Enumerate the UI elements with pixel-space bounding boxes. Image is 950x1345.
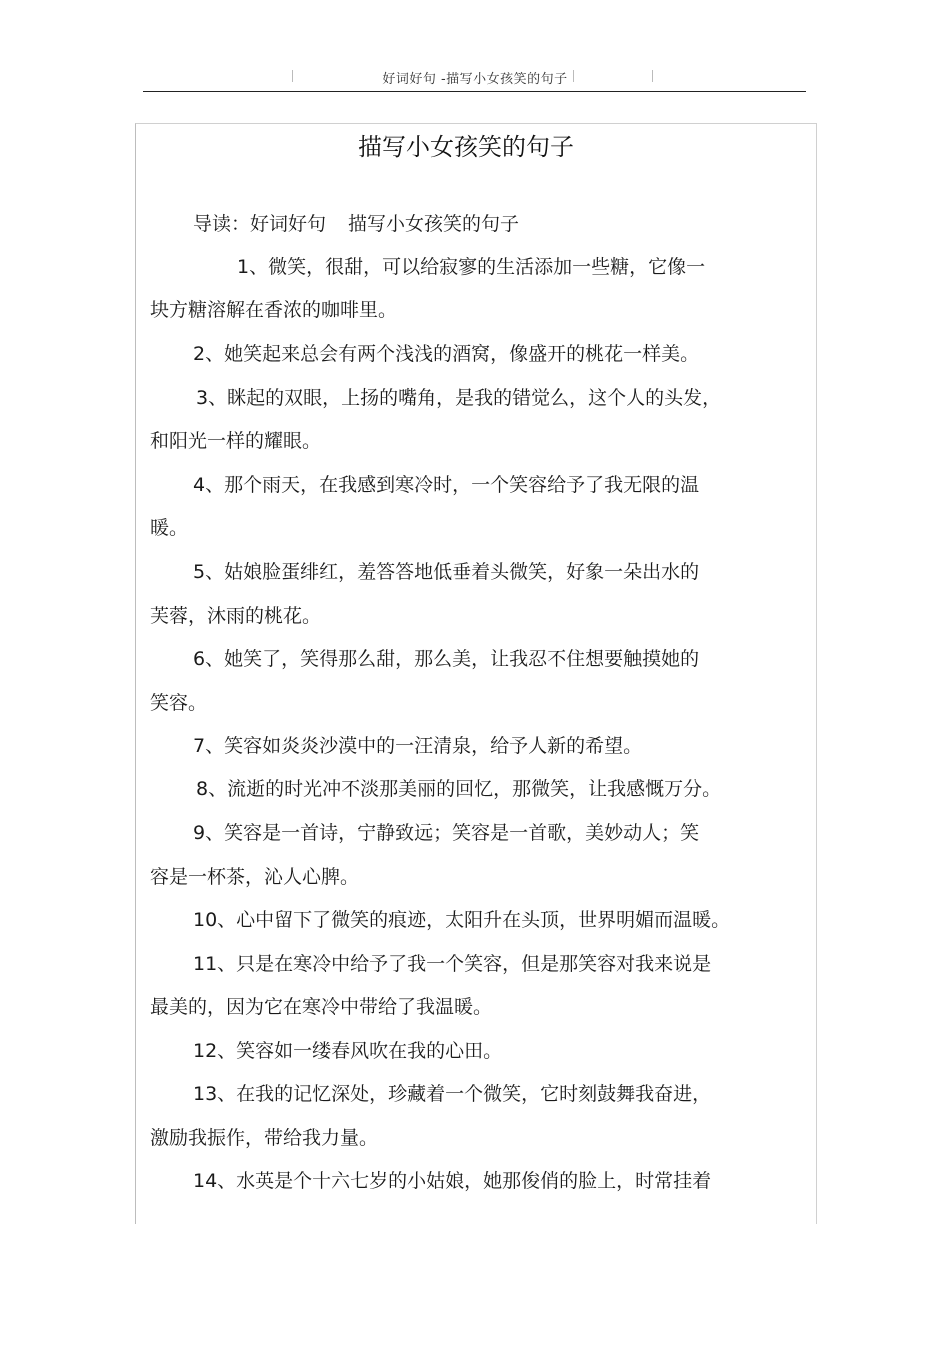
sentence-line: 9、笑容是一首诗，宁静致远；笑容是一首歌，美妙动人；笑	[193, 822, 700, 844]
sentence-line: 3、眯起的双眼，上扬的嘴角，是我的错觉么，这个人的头发，	[196, 387, 722, 409]
sentence-line: 14、水英是个十六七岁的小姑娘，她那俊俏的脸上，时常挂着	[193, 1170, 712, 1192]
header-tick-mark	[573, 70, 574, 82]
sentence-line: 13、在我的记忆深处，珍藏着一个微笑，它时刻鼓舞我奋进，	[193, 1083, 712, 1105]
document-title: 描写小女孩笑的句子	[358, 133, 574, 161]
sentence-line: 11、只是在寒冷中给予了我一个笑容，但是那笑容对我来说是	[193, 953, 712, 975]
sentence-line: 4、那个雨天，在我感到寒冷时，一个笑容给予了我无限的温	[193, 474, 700, 496]
sentence-line: 5、姑娘脸蛋绯红，羞答答地低垂着头微笑，好象一朵出水的	[193, 561, 700, 583]
sentence-line: 8、流逝的时光冲不淡那美丽的回忆，那微笑，让我感慨万分。	[196, 778, 722, 800]
sentence-line: 容是一杯茶，沁人心脾。	[150, 866, 360, 888]
sentence-line: 最美的，因为它在寒冷中带给了我温暖。	[150, 996, 493, 1018]
sentence-line: 7、笑容如炎炎沙漠中的一汪清泉，给予人新的希望。	[193, 735, 643, 757]
sentence-line: 激励我振作，带给我力量。	[150, 1127, 379, 1149]
running-title: 好词好句 -描写小女孩笑的句子	[382, 72, 568, 87]
running-header	[0, 68, 950, 87]
sentence-line: 暖。	[150, 517, 189, 539]
sentence-line: 芙蓉，沐雨的桃花。	[150, 605, 322, 627]
sentence-line: 12、笑容如一缕春风吹在我的心田。	[193, 1040, 503, 1062]
intro-label: 导读：好词好句	[193, 213, 327, 235]
intro-line	[193, 209, 519, 236]
sentence-line: 10、心中留下了微笑的痕迹，太阳升在头顶，世界明媚而温暖。	[193, 909, 731, 931]
sentence-line: 和阳光一样的耀眼。	[150, 430, 322, 452]
header-rule	[143, 91, 806, 92]
sentence-line: 笑容。	[150, 692, 208, 714]
sentence-line: 1、微笑，很甜，可以给寂寥的生活添加一些糖，它像一	[237, 256, 706, 278]
intro-topic: 描写小女孩笑的句子	[348, 213, 520, 235]
header-tick-mark	[292, 70, 293, 82]
header-tick-mark	[652, 70, 653, 82]
sentence-line: 块方糖溶解在香浓的咖啡里。	[150, 299, 398, 321]
sentence-line: 6、她笑了，笑得那么甜，那么美，让我忍不住想要触摸她的	[193, 648, 700, 670]
sentence-line: 2、她笑起来总会有两个浅浅的酒窝，像盛开的桃花一样美。	[193, 343, 700, 365]
